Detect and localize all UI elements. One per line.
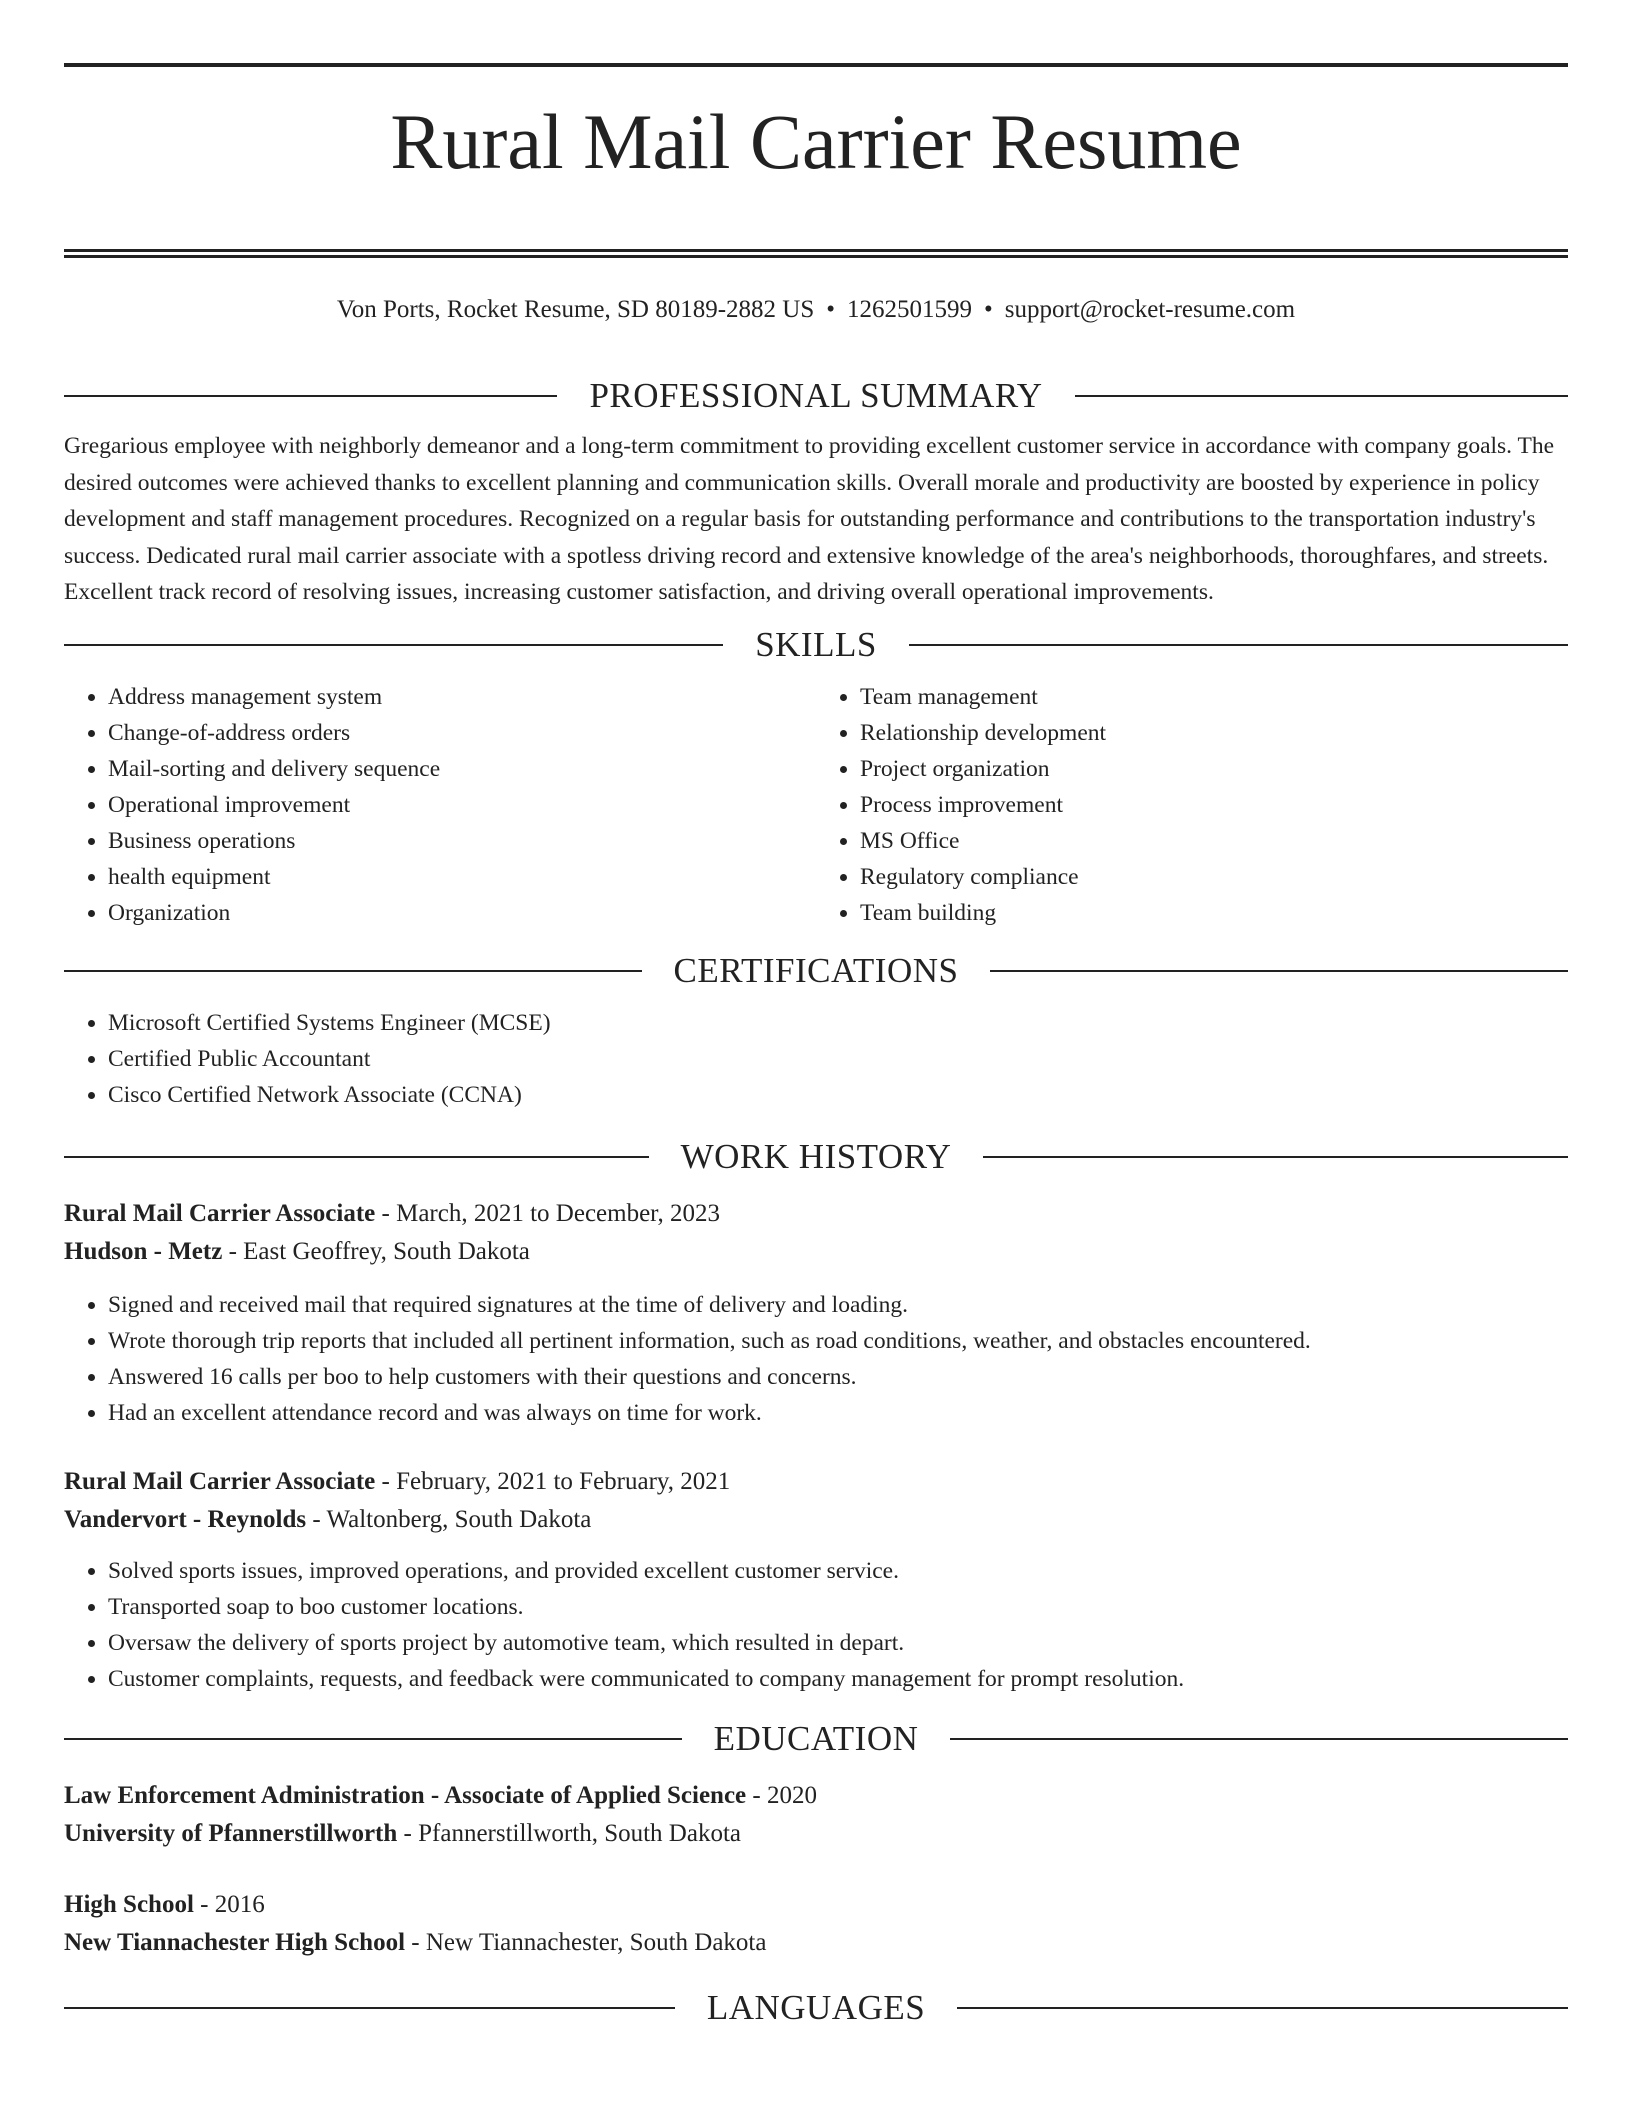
contact-separator: •: [826, 296, 836, 323]
heading-rule: [957, 2007, 1568, 2009]
heading-rule: [64, 1738, 682, 1740]
job-title-line: [64, 1463, 1568, 1501]
certifications-heading-label: CERTIFICATIONS: [673, 950, 959, 990]
job-location: - East Geoffrey, South Dakota: [222, 1237, 530, 1265]
job-duty-item: • Transported soap to boo customer locations.: [108, 1589, 1568, 1625]
certification-item: • Certified Public Accountant: [108, 1041, 1568, 1077]
education-year: - 2016: [193, 1890, 265, 1918]
education-degree-line: [64, 1886, 1568, 1924]
job-company: Hudson - Metz: [64, 1237, 223, 1265]
summary-section-heading: [64, 374, 1568, 418]
certifications-section-heading: [64, 949, 1568, 993]
job-title-line: [64, 1195, 1568, 1233]
work-history-heading-label: WORK HISTORY: [680, 1136, 952, 1176]
skill-item: • Project organization: [860, 751, 1568, 787]
job-entry: [64, 1195, 1568, 1431]
heading-rule: [64, 1156, 649, 1158]
education-location: - Pfannerstillworth, South Dakota: [397, 1819, 741, 1847]
heading-rule: [1075, 395, 1568, 397]
skill-item: • Change-of-address orders: [108, 715, 816, 751]
languages-section-heading: [64, 1986, 1568, 2030]
education-school: New Tiannachester High School: [64, 1928, 406, 1956]
contact-line: [64, 292, 1568, 328]
skill-item: • Relationship development: [860, 715, 1568, 751]
resume-title: Rural Mail Carrier Resume: [390, 98, 1242, 185]
job-title: Rural Mail Carrier Associate: [64, 1199, 376, 1227]
education-school-line: [64, 1815, 1568, 1853]
education-entry: [64, 1886, 1568, 1962]
skills-list: [64, 679, 1568, 931]
contact-separator: •: [984, 296, 993, 323]
contact-address: Von Ports, Rocket Resume, SD 80189-2882 US: [336, 296, 815, 323]
skill-item: • Operational improvement: [108, 787, 816, 823]
skill-item: • Regulatory compliance: [860, 859, 1568, 895]
skills-section-heading: [64, 623, 1568, 667]
job-company-line: [64, 1233, 1568, 1271]
job-duty-item: • Wrote thorough trip reports that included all pertinent information, such as road conditions, weather, and obstacles encountered.: [108, 1323, 1568, 1359]
education-heading-label: EDUCATION: [713, 1718, 919, 1758]
heading-rule: [64, 2007, 675, 2009]
heading-rule: [909, 644, 1568, 646]
heading-rule: [64, 970, 642, 972]
summary-text: Gregarious employee with neighborly demeanor and a long-term commitment to providing excellent customer service in accordance with company goals. The desired outcomes were achieved thanks to excellent planning and communication skills. Overall morale and productivity are boosted by experience in policy development and staff management procedures. Recognized on a regular basis for outstanding performance and contributions to the transportation industry's success. Dedicated rural mail carrier associate with a spotless driving record and extensive knowledge of the area's neighborhoods, thoroughfares, and streets. Excellent track record of resolving issues, increasing customer satisfaction, and driving overall operational improvements.: [64, 433, 1555, 606]
job-duty-item: • Signed and received mail that required signatures at the time of delivery and loading.: [108, 1287, 1568, 1323]
education-degree-line: [64, 1777, 1568, 1815]
skill-item: • Organization: [108, 895, 816, 931]
education-degree: High School: [64, 1890, 194, 1918]
skill-item: • Team building: [860, 895, 1568, 931]
job-duty-item: • Answered 16 calls per boo to help customers with their questions and concerns.: [108, 1359, 1568, 1395]
education-degree: Law Enforcement Administration - Associate of Applied Science: [64, 1781, 747, 1809]
title-double-rule: [64, 249, 1568, 258]
education-location: - New Tiannachester, South Dakota: [405, 1928, 767, 1956]
job-entry: [64, 1463, 1568, 1697]
resume-page: [64, 0, 1568, 2030]
job-company-line: [64, 1501, 1568, 1539]
languages-heading-label: LANGUAGES: [706, 1987, 926, 2027]
education-section-heading: [64, 1717, 1568, 1761]
work-history-section-heading: [64, 1135, 1568, 1179]
job-dates: - March, 2021 to December, 2023: [375, 1199, 721, 1227]
job-duty-item: • Solved sports issues, improved operations, and provided excellent customer service.: [108, 1553, 1568, 1589]
job-company: Vandervort - Reynolds: [64, 1505, 307, 1533]
contact-phone: 1262501599: [847, 296, 973, 323]
job-duties-list: [64, 1287, 1568, 1431]
heading-rule: [64, 395, 557, 397]
heading-rule: [950, 1738, 1568, 1740]
skill-item: • health equipment: [108, 859, 816, 895]
education-year: - 2020: [746, 1781, 817, 1809]
skill-item: • Process improvement: [860, 787, 1568, 823]
heading-rule: [990, 970, 1568, 972]
summary-heading-label: PROFESSIONAL SUMMARY: [589, 376, 1043, 415]
skills-heading-label: SKILLS: [755, 624, 877, 664]
education-school: University of Pfannerstillworth: [64, 1819, 398, 1847]
job-duty-item: • Had an excellent attendance record and was always on time for work.: [108, 1395, 1568, 1431]
job-location: - Waltonberg, South Dakota: [306, 1505, 592, 1533]
heading-rule: [64, 644, 723, 646]
skills-column-left: [64, 679, 816, 931]
job-duty-item: • Customer complaints, requests, and feedback were communicated to company management for prompt resolution.: [108, 1661, 1568, 1697]
certification-item: • Cisco Certified Network Associate (CCNA): [108, 1077, 1568, 1113]
skill-item: • MS Office: [860, 823, 1568, 859]
certification-item: • Microsoft Certified Systems Engineer (MCSE): [108, 1005, 1568, 1041]
education-entry: [64, 1777, 1568, 1853]
skill-item: • Business operations: [108, 823, 816, 859]
skills-column-right: [816, 679, 1568, 931]
job-duties-list: [64, 1553, 1568, 1697]
certifications-list: [64, 1005, 1568, 1113]
skill-item: • Team management: [860, 679, 1568, 715]
heading-rule: [983, 1156, 1568, 1158]
skill-item: • Address management system: [108, 679, 816, 715]
job-duty-item: • Oversaw the delivery of sports project by automotive team, which resulted in depart.: [108, 1625, 1568, 1661]
top-rule: [64, 63, 1568, 67]
job-title: Rural Mail Carrier Associate: [64, 1467, 376, 1495]
job-dates: - February, 2021 to February, 2021: [375, 1467, 731, 1495]
skill-item: • Mail-sorting and delivery sequence: [108, 751, 816, 787]
contact-email[interactable]: support@rocket-resume.com: [1004, 296, 1296, 323]
education-school-line: [64, 1924, 1568, 1962]
